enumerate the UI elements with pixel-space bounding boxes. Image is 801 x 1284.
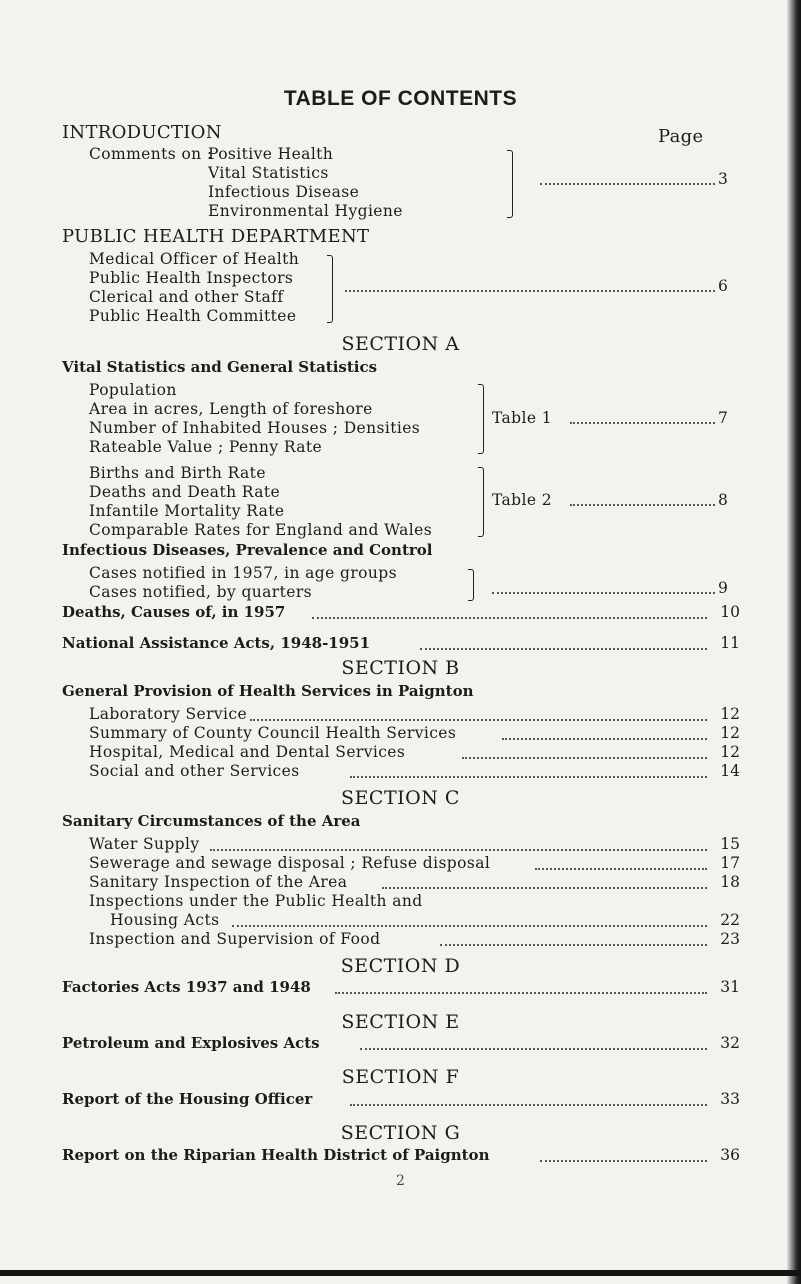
section-a-item: Population [89, 381, 177, 399]
page-column-heading: Page [658, 126, 704, 147]
page-number-deaths: 10 [720, 603, 740, 621]
section-c-item: Sewerage and sewage disposal ; Refuse disposal [89, 854, 491, 872]
department-item: Public Health Inspectors [89, 269, 294, 287]
leader-dots [462, 742, 707, 759]
section-e-label: Petroleum and Explosives Acts [62, 1034, 320, 1052]
section-d-label: Factories Acts 1937 and 1948 [62, 978, 311, 996]
leader-dots [232, 910, 707, 927]
section-f-label: Report of the Housing Officer [62, 1090, 313, 1108]
section-b-subheading: General Provision of Health Services in Paignton [62, 682, 474, 700]
page-number: 36 [720, 1146, 740, 1164]
table-reference: Table 2 [492, 491, 553, 509]
page-number-intro: 3 [718, 170, 728, 188]
leader-dots [350, 761, 707, 778]
department-heading: PUBLIC HEALTH DEPARTMENT [62, 226, 370, 247]
section-c-subheading: Sanitary Circumstances of the Area [62, 812, 361, 830]
brace [478, 384, 484, 454]
section-a-item: Cases notified in 1957, in age groups [89, 564, 397, 582]
brace [507, 150, 513, 218]
section-c-item-continued: Housing Acts [110, 911, 220, 929]
section-c-item: Sanitary Inspection of the Area [89, 873, 348, 891]
section-f-heading: SECTION F [341, 1066, 460, 1088]
section-c-item: Inspection and Supervision of Food [89, 930, 381, 948]
leader-dots [335, 977, 707, 994]
section-a-heading: SECTION A [341, 333, 460, 355]
page-number-department: 6 [718, 277, 728, 295]
department-item: Medical Officer of Health [89, 250, 300, 268]
leader-dots [350, 1089, 707, 1106]
brace [468, 569, 474, 601]
section-c-heading: SECTION C [341, 787, 460, 809]
section-a-item: Infantile Mortality Rate [89, 502, 285, 520]
national-assistance-heading: National Assistance Acts, 1948-1951 [62, 634, 371, 652]
section-g-label: Report on the Riparian Health District of Paignton [62, 1146, 490, 1164]
brace [327, 255, 333, 323]
comments-label: Comments on : [89, 145, 213, 163]
leader-dots [345, 275, 715, 292]
page-edge-shadow [787, 0, 801, 1284]
intro-item: Infectious Disease [208, 183, 360, 201]
intro-heading: INTRODUCTION [62, 122, 222, 143]
leader-dots [540, 168, 715, 185]
section-a-item: Area in acres, Length of foreshore [89, 400, 373, 418]
page-number: 31 [720, 978, 740, 996]
section-b-item: Summary of County Council Health Services [89, 724, 457, 742]
page-number: 12 [720, 705, 740, 723]
page-number: 17 [720, 854, 740, 872]
section-a-item: Number of Inhabited Houses ; Densities [89, 419, 421, 437]
section-a-item: Comparable Rates for England and Wales [89, 521, 433, 539]
leader-dots [502, 723, 707, 740]
leader-dots [210, 834, 707, 851]
section-a-item: Deaths and Death Rate [89, 483, 281, 501]
section-a-item: Cases notified, by quarters [89, 583, 312, 601]
leader-dots [382, 872, 707, 889]
section-c-item: Water Supply [89, 835, 200, 853]
leader-dots [570, 407, 715, 424]
page-number-cases: 9 [718, 579, 728, 597]
department-item: Clerical and other Staff [89, 288, 284, 306]
leader-dots [360, 1033, 707, 1050]
page-number: 22 [720, 911, 740, 929]
bottom-border [0, 1270, 801, 1276]
intro-item: Positive Health [208, 145, 334, 163]
intro-item: Vital Statistics [208, 164, 329, 182]
page-number: 33 [720, 1090, 740, 1108]
page-number: 23 [720, 930, 740, 948]
page-number: 32 [720, 1034, 740, 1052]
leader-dots [250, 704, 707, 721]
section-a-item: Births and Birth Rate [89, 464, 266, 482]
department-item: Public Health Committee [89, 307, 297, 325]
page-title: TABLE OF CONTENTS [283, 87, 518, 110]
section-a-item: Rateable Value ; Penny Rate [89, 438, 323, 456]
section-b-item: Hospital, Medical and Dental Services [89, 743, 406, 761]
leader-dots [312, 602, 707, 619]
leader-dots [570, 489, 715, 506]
table-reference: Table 1 [492, 409, 553, 427]
page-number-table2: 8 [718, 491, 728, 509]
page-number-table1: 7 [718, 409, 728, 427]
page-number-national: 11 [720, 634, 740, 652]
page-number: 15 [720, 835, 740, 853]
section-g-heading: SECTION G [340, 1122, 461, 1144]
deaths-heading: Deaths, Causes of, in 1957 [62, 603, 286, 621]
vital-statistics-heading: Vital Statistics and General Statistics [62, 358, 378, 376]
section-b-item: Laboratory Service [89, 705, 248, 723]
page-number: 12 [720, 743, 740, 761]
section-d-heading: SECTION D [340, 955, 461, 977]
infectious-diseases-heading: Infectious Diseases, Prevalence and Control [62, 541, 433, 559]
page-number: 14 [720, 762, 740, 780]
page-number: 12 [720, 724, 740, 742]
intro-item: Environmental Hygiene [208, 202, 403, 220]
section-e-heading: SECTION E [341, 1011, 460, 1033]
page-footer-number: 2 [396, 1173, 405, 1189]
leader-dots [420, 633, 707, 650]
section-b-item: Social and other Services [89, 762, 300, 780]
section-b-heading: SECTION B [341, 657, 460, 679]
page-number: 18 [720, 873, 740, 891]
brace [478, 467, 484, 537]
section-c-item: Inspections under the Public Health and [89, 892, 423, 910]
leader-dots [440, 929, 707, 946]
leader-dots [492, 577, 715, 594]
